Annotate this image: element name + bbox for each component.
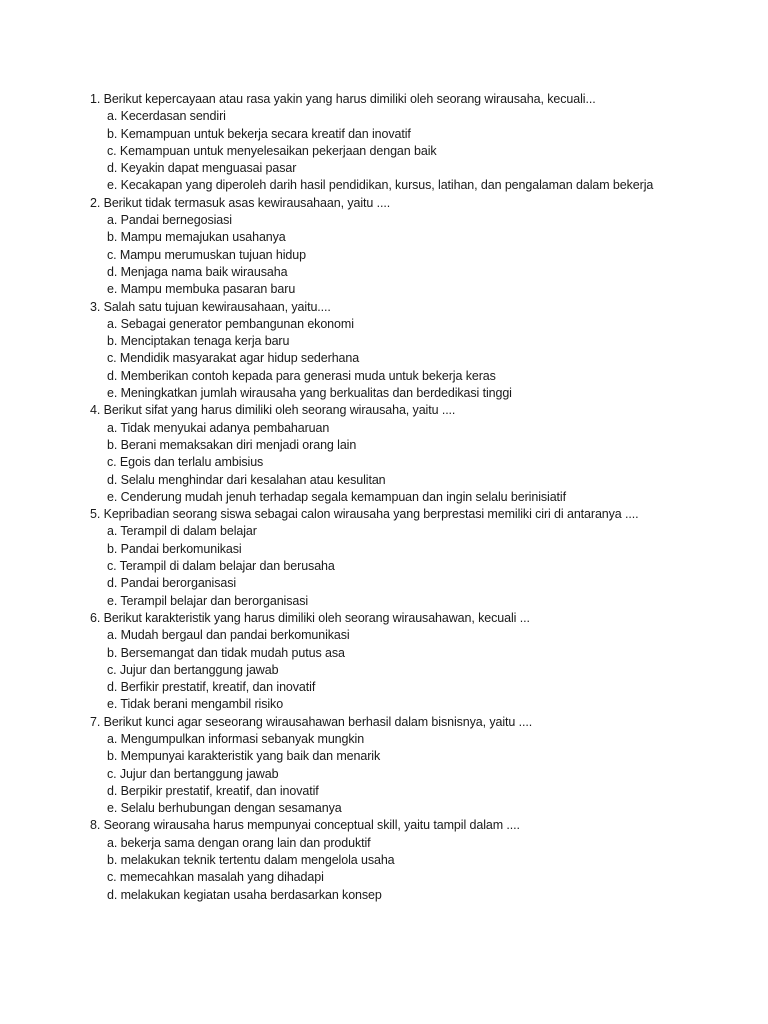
answer-option: a. Terampil di dalam belajar (107, 524, 257, 539)
answer-option: d. Keyakin dapat menguasai pasar (107, 161, 297, 176)
answer-option: a. Kecerdasan sendiri (107, 109, 226, 124)
answer-option: d. Pandai berorganisasi (107, 576, 237, 591)
answer-option: b. Bersemangat dan tidak mudah putus asa (107, 645, 345, 660)
answer-option: b. Berani memaksakan diri menjadi orang lain (107, 437, 357, 452)
answer-option: c. memecahkan masalah yang dihadapi (107, 870, 324, 885)
answer-option: e. Cenderung mudah jenuh terhadap segala kemampuan dan ingin selalu berinisiatif (107, 489, 566, 504)
answer-option: a. Mudah bergaul dan pandai berkomunikasi (107, 628, 350, 643)
question-7 (90, 714, 690, 818)
answer-option: b. Mempunyai karakteristik yang baik dan menarik (107, 749, 381, 764)
question-3 (90, 299, 690, 403)
answer-option: b. Kemampuan untuk bekerja secara kreatif dan inovatif (107, 126, 411, 141)
answer-option: e. Meningkatkan jumlah wirausaha yang berkualitas dan berdedikasi tinggi (107, 386, 512, 401)
question-text: 7. Berikut kunci agar seseorang wirausahawan berhasil dalam bisnisnya, yaitu .... (90, 714, 533, 729)
answer-option: a. Pandai bernegosiasi (107, 213, 232, 228)
answer-option: d. Berpikir prestatif, kreatif, dan inovatif (107, 783, 319, 798)
question-text: 5. Kepribadian seorang siswa sebagai calon wirausaha yang berprestasi memiliki ciri di antaranya .... (90, 507, 639, 522)
answer-option: a. Mengumpulkan informasi sebanyak mungkin (107, 731, 365, 746)
question-text: 1. Berikut kepercayaan atau rasa yakin yang harus dimiliki oleh seorang wirausaha, kecuali... (90, 92, 596, 106)
answer-option: e. Mampu membuka pasaran baru (107, 282, 296, 297)
answer-option: e. Kecakapan yang diperoleh darih hasil pendidikan, kursus, latihan, dan pengalaman dalam bekerja (107, 178, 654, 193)
question-1 (90, 91, 690, 195)
question-text: 6. Berikut karakteristik yang harus dimiliki oleh seorang wirausahawan, kecuali ... (90, 610, 530, 625)
answer-option: b. Pandai berkomunikasi (107, 541, 242, 556)
option-list (90, 420, 690, 506)
answer-option: a. bekerja sama dengan orang lain dan produktif (107, 835, 371, 850)
answer-option: c. Jujur dan bertanggung jawab (107, 766, 279, 781)
question-text: 8. Seorang wirausaha harus mempunyai conceptual skill, yaitu tampil dalam .... (90, 818, 520, 833)
question-8 (90, 817, 690, 903)
answer-option: e. Terampil belajar dan berorganisasi (107, 593, 309, 608)
answer-option: d. Memberikan contoh kepada para generasi muda untuk bekerja keras (107, 368, 496, 383)
option-list (90, 316, 690, 402)
question-text: 4. Berikut sifat yang harus dimiliki oleh seorang wirausaha, yaitu .... (90, 403, 456, 418)
answer-option: d. Berfikir prestatif, kreatif, dan inovatif (107, 680, 316, 695)
question-list (90, 91, 690, 904)
answer-option: b. Mampu memajukan usahanya (107, 230, 286, 245)
question-4 (90, 402, 690, 506)
answer-option: e. Tidak berani mengambil risiko (107, 697, 284, 712)
question-6 (90, 610, 690, 714)
answer-option: d. Selalu menghindar dari kesalahan atau kesulitan (107, 472, 386, 487)
answer-option: c. Jujur dan bertanggung jawab (107, 662, 279, 677)
answer-option: c. Terampil di dalam belajar dan berusaha (107, 559, 335, 574)
question-2 (90, 195, 690, 299)
option-list (90, 731, 690, 817)
option-list (90, 212, 690, 298)
answer-option: c. Kemampuan untuk menyelesaikan pekerjaan dengan baik (107, 143, 437, 158)
question-text: 2. Berikut tidak termasuk asas kewirausahaan, yaitu .... (90, 195, 391, 210)
answer-option: d. melakukan kegiatan usaha berdasarkan konsep (107, 887, 382, 902)
answer-option: e. Selalu berhubungan dengan sesamanya (107, 801, 342, 816)
option-list (90, 523, 690, 609)
answer-option: a. Tidak menyukai adanya pembaharuan (107, 420, 330, 435)
option-list (90, 627, 690, 713)
answer-option: b. melakukan teknik tertentu dalam mengelola usaha (107, 853, 395, 868)
option-list (90, 108, 690, 194)
answer-option: c. Egois dan terlalu ambisius (107, 455, 264, 470)
answer-option: d. Menjaga nama baik wirausaha (107, 264, 288, 279)
option-list (90, 835, 690, 904)
answer-option: c. Mampu merumuskan tujuan hidup (107, 247, 306, 262)
answer-option: b. Menciptakan tenaga kerja baru (107, 334, 290, 349)
question-text: 3. Salah satu tujuan kewirausahaan, yaitu.... (90, 299, 331, 314)
question-5 (90, 506, 690, 610)
answer-option: a. Sebagai generator pembangunan ekonomi (107, 316, 354, 331)
answer-option: c. Mendidik masyarakat agar hidup sederhana (107, 351, 360, 366)
